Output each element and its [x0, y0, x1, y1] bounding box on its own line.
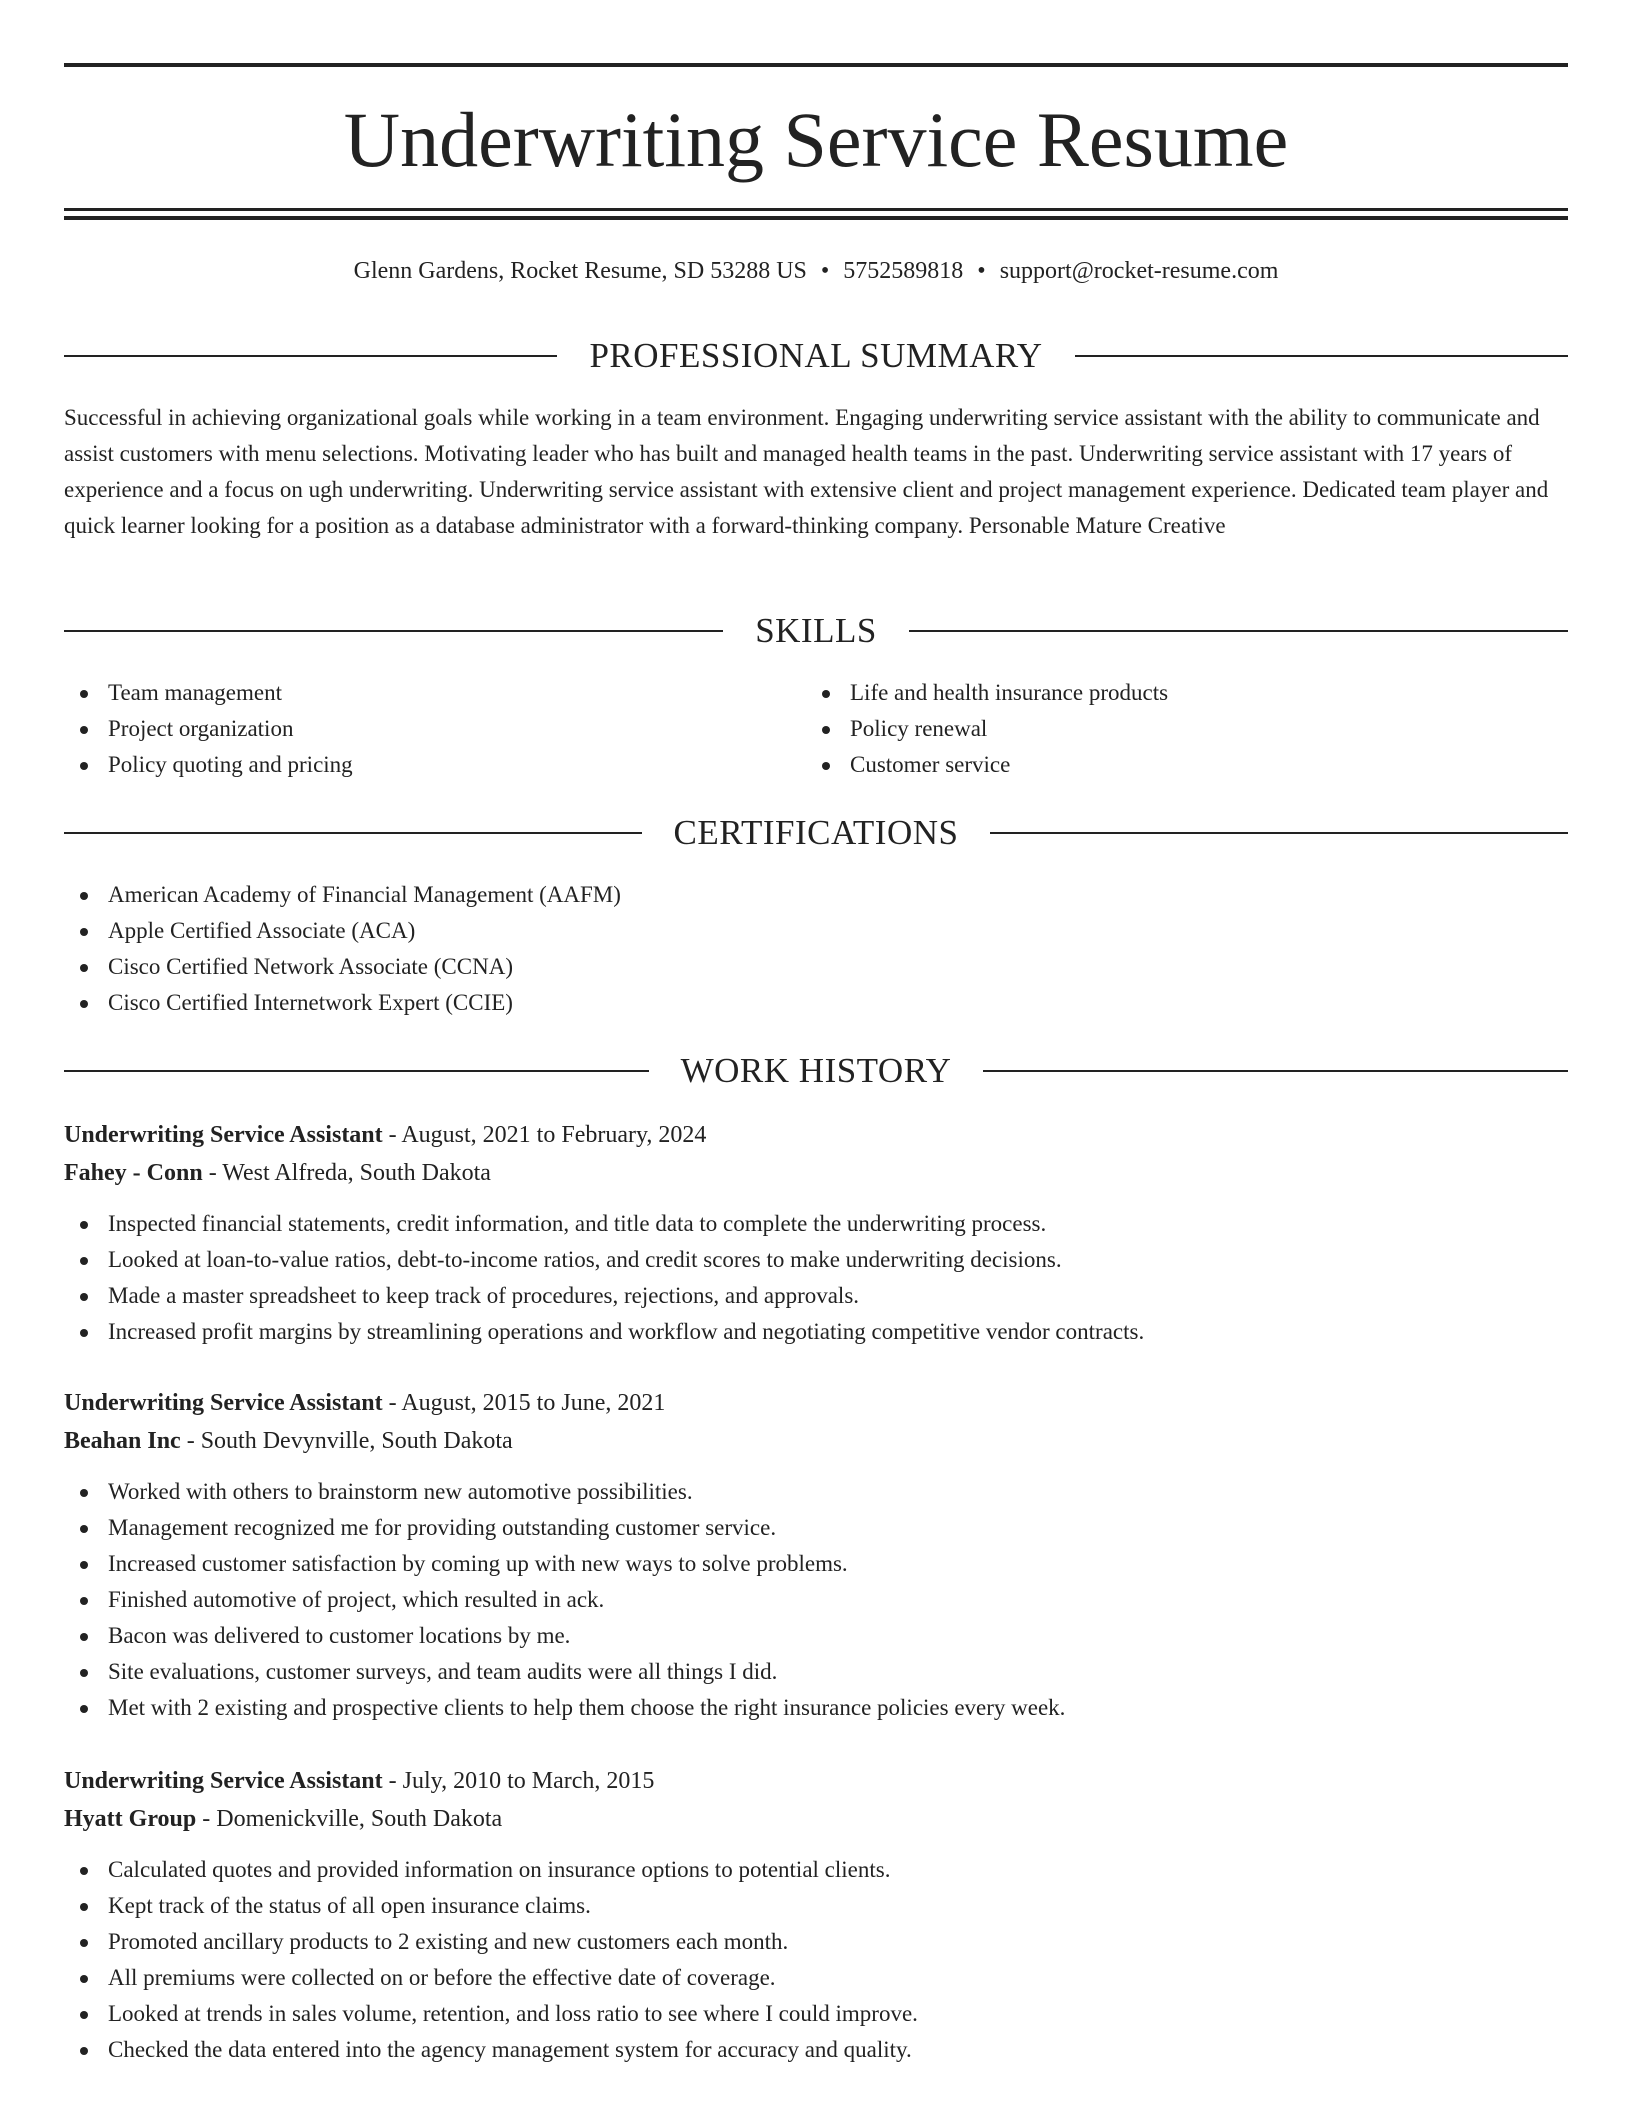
skill-item: Team management	[64, 675, 804, 711]
job-bullet: Checked the data entered into the agency management system for accuracy and quality.	[64, 2032, 1568, 2068]
job-bullets	[64, 1852, 1568, 2068]
heading-rule	[990, 832, 1568, 834]
job-bullet: Site evaluations, customer surveys, and team audits were all things I did.	[64, 1654, 1568, 1690]
section-heading-summary	[64, 334, 1568, 378]
heading-rule	[909, 630, 1568, 632]
job-title-line	[64, 1384, 1568, 1422]
job-bullet: Bacon was delivered to customer locations by me.	[64, 1618, 1568, 1654]
job-bullet: Worked with others to brainstorm new automotive possibilities.	[64, 1474, 1568, 1510]
heading-rule	[64, 355, 557, 357]
job-dash: -	[186, 1428, 195, 1454]
job-title: Underwriting Service Assistant	[64, 1768, 383, 1794]
heading-rule	[64, 832, 642, 834]
job-bullet: Calculated quotes and provided information on insurance options to potential clients.	[64, 1852, 1568, 1888]
section-heading-work-history	[64, 1049, 1568, 1093]
certification-item: American Academy of Financial Management (AAFM)	[64, 877, 1568, 913]
job-bullets	[64, 1206, 1568, 1350]
heading-label: SKILLS	[755, 611, 877, 650]
job-company: Fahey - Conn	[64, 1160, 203, 1186]
job-dates: August, 2021 to February, 2024	[401, 1122, 707, 1148]
heading-rule	[64, 630, 723, 632]
job-bullet: Looked at trends in sales volume, retention, and loss ratio to see where I could improve.	[64, 1996, 1568, 2032]
job-bullet: Finished automotive of project, which resulted in ack.	[64, 1582, 1568, 1618]
skill-item: Life and health insurance products	[806, 675, 1546, 711]
skill-item: Policy quoting and pricing	[64, 747, 804, 783]
job-dash: -	[388, 1768, 397, 1794]
job-bullet: Increased customer satisfaction by coming up with new ways to solve problems.	[64, 1546, 1568, 1582]
heading-label: WORK HISTORY	[680, 1051, 952, 1090]
job-bullet: All premiums were collected on or before the effective date of coverage.	[64, 1960, 1568, 1996]
job-company-line	[64, 1154, 1568, 1192]
job-company: Hyatt Group	[64, 1806, 197, 1832]
job-location: South Devynville, South Dakota	[200, 1428, 513, 1454]
top-rule	[64, 63, 1568, 67]
job-bullet: Kept track of the status of all open insurance claims.	[64, 1888, 1568, 1924]
skill-item: Policy renewal	[806, 711, 1546, 747]
contact-phone: 5752589818	[843, 258, 964, 284]
job-company: Beahan Inc	[64, 1428, 181, 1454]
job-bullet: Inspected financial statements, credit information, and title data to complete the underwriting process.	[64, 1206, 1568, 1242]
heading-label: PROFESSIONAL SUMMARY	[589, 336, 1043, 375]
job-title: Underwriting Service Assistant	[64, 1390, 383, 1416]
job-bullet: Increased profit margins by streamlining operations and workflow and negotiating competitive vendor contracts.	[64, 1314, 1568, 1350]
job-location: West Alfreda, South Dakota	[222, 1160, 491, 1186]
job-location: Domenickville, South Dakota	[216, 1806, 503, 1832]
job-dash: -	[202, 1806, 211, 1832]
contact-line	[64, 254, 1568, 288]
certifications-list	[64, 877, 1568, 1021]
contact-email: support@rocket-resume.com	[999, 258, 1279, 284]
job-bullets	[64, 1474, 1568, 1726]
job-bullet: Management recognized me for providing outstanding customer service.	[64, 1510, 1568, 1546]
resume-title: Underwriting Service Resume	[343, 96, 1289, 183]
heading-rule	[1075, 355, 1568, 357]
job-title: Underwriting Service Assistant	[64, 1122, 383, 1148]
job-bullet: Made a master spreadsheet to keep track of procedures, rejections, and approvals.	[64, 1278, 1568, 1314]
job-entry	[64, 1384, 1568, 1726]
heading-label: CERTIFICATIONS	[673, 813, 959, 852]
certification-item: Apple Certified Associate (ACA)	[64, 913, 1568, 949]
skills-list-right	[806, 675, 1546, 783]
contact-separator: •	[820, 258, 830, 284]
heading-rule	[64, 1070, 649, 1072]
job-dash: -	[388, 1390, 397, 1416]
job-dates: August, 2015 to June, 2021	[401, 1390, 666, 1416]
job-company-line	[64, 1422, 1568, 1460]
job-bullet: Promoted ancillary products to 2 existing and new customers each month.	[64, 1924, 1568, 1960]
skill-item: Project organization	[64, 711, 804, 747]
job-title-line	[64, 1116, 1568, 1154]
job-dash: -	[208, 1160, 217, 1186]
job-bullet: Looked at loan-to-value ratios, debt-to-income ratios, and credit scores to make underwriting decisions.	[64, 1242, 1568, 1278]
summary-text: Successful in achieving organizational goals while working in a team environment. Engaging underwriting service assistant with the ability to communicate and assist customers with menu selections. Motivating leader who has built and managed health teams in the past. Underwriting service assistant with 17 years of experience and a focus on ugh underwriting. Underwriting service assistant with extensive client and project management experience. Dedicated team player and quick learner looking for a position as a database administrator with a forward-thinking company. Personable Mature Creative	[64, 405, 1549, 538]
job-entry	[64, 1762, 1568, 2068]
section-heading-certifications	[64, 811, 1568, 855]
skill-item: Customer service	[806, 747, 1546, 783]
job-title-line	[64, 1762, 1568, 1800]
heading-rule	[983, 1070, 1568, 1072]
job-dates: July, 2010 to March, 2015	[402, 1768, 655, 1794]
certification-item: Cisco Certified Network Associate (CCNA)	[64, 949, 1568, 985]
job-entry	[64, 1116, 1568, 1350]
contact-separator: •	[977, 258, 986, 284]
skills-list-left	[64, 675, 804, 783]
job-bullet: Met with 2 existing and prospective clients to help them choose the right insurance policies every week.	[64, 1690, 1568, 1726]
title-rule-upper	[64, 208, 1568, 211]
section-heading-skills	[64, 609, 1568, 653]
certification-item: Cisco Certified Internetwork Expert (CCIE)	[64, 985, 1568, 1021]
title-rule-lower	[64, 216, 1568, 220]
job-dash: -	[388, 1122, 397, 1148]
contact-address: Glenn Gardens, Rocket Resume, SD 53288 US	[353, 258, 807, 284]
job-company-line	[64, 1800, 1568, 1838]
